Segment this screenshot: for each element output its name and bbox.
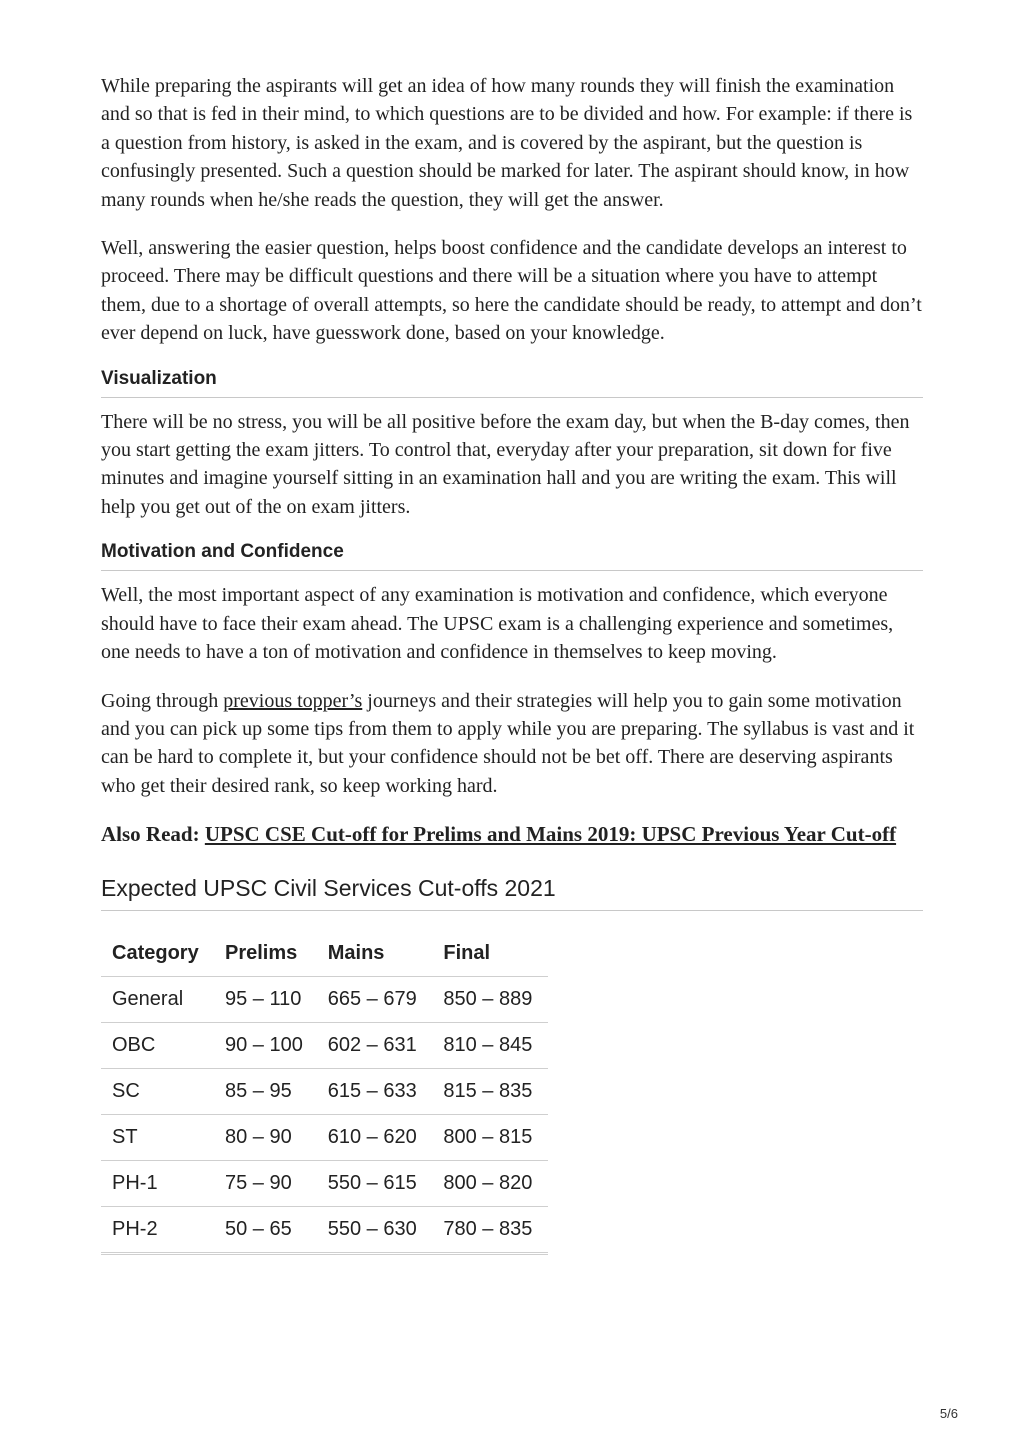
paragraph: Well, answering the easier question, helps boost confidence and the candidate develops an interest to proceed. There may be difficult questions and there will be a situation where you have to attempt them, due to a shortage of overall attempts, so here the candidate should be ready, to attempt and don’t ever depend on luck, have guesswork done, based on your knowledge. [101,237,922,345]
paragraph-text: journeys and their strategies will help you to gain some motivation and you can pick up some tips from them to apply while you are preparing. The syllabus is vast and it can be hard to complete it, but your confidence should not be bet off. There are deserving aspirants who get their desired rank, so keep working hard. [101,689,915,797]
table-header-row [101,931,548,977]
table-cell: 815 – 835 [432,1069,548,1115]
table-cell: 85 – 95 [214,1069,317,1115]
table-row [101,1115,548,1161]
table-cell: General [101,977,214,1023]
paragraph: There will be no stress, you will be all positive before the exam day, but when the B-day comes, then you start getting the exam jitters. To control that, everyday after your preparation, sit down for five minutes and imagine yourself sitting in an examination hall and you are writing the exam. This will help you get out of the on exam jitters. [101,410,910,518]
table-cell: 550 – 615 [317,1161,433,1207]
paragraph: While preparing the aspirants will get an idea of how many rounds they will finish the examination and so that is fed in their mind, to which questions are to be divided and how. For example: if there is a question from history, is asked in the exam, and is covered by the aspirant, but the question is confusingly presented. Such a question should be marked for later. The aspirant should know, in how many rounds when he/she reads the question, they will get the answer. [101,75,913,211]
table-row [101,1023,548,1069]
table-cell: 615 – 633 [317,1069,433,1115]
table-cell: 602 – 631 [317,1023,433,1069]
table-row [101,1069,548,1115]
table-title: Expected UPSC Civil Services Cut-offs 2021 [101,874,923,911]
also-read [101,820,923,848]
previous-toppers-link[interactable]: previous topper’s [223,689,363,712]
table-cell: 90 – 100 [214,1023,317,1069]
column-header: Mains [327,942,385,965]
cutoff-table [101,931,548,1255]
table-cell: OBC [101,1023,214,1069]
table-cell: ST [101,1115,214,1161]
table-cell: 80 – 90 [214,1115,317,1161]
column-header: Prelims [224,942,298,965]
section-motivation [101,541,923,571]
table-row [101,1207,548,1254]
paragraph: Well, the most important aspect of any examination is motivation and confidence, which everyone should have to face their exam ahead. The UPSC exam is a challenging experience and sometimes, one needs to have a ton of motivation and confidence in themselves to keep moving. [101,584,894,664]
table-cell: 550 – 630 [317,1207,433,1254]
page-number: 5/6 [939,1406,958,1421]
column-header: Final [443,942,491,965]
table-cell: SC [101,1069,214,1115]
paragraph-text: Going through [101,689,224,712]
table-cell: PH-1 [101,1161,214,1207]
table-cell: 50 – 65 [214,1207,317,1254]
table-cell: 850 – 889 [432,977,548,1023]
table-cell: PH-2 [101,1207,214,1254]
table-row [101,977,548,1023]
table-cell: 780 – 835 [432,1207,548,1254]
table-cell: 665 – 679 [317,977,433,1023]
section-heading-motivation: Motivation and Confidence [101,541,923,571]
table-cell: 610 – 620 [317,1115,433,1161]
also-read-link[interactable]: UPSC CSE Cut-off for Prelims and Mains 2019: UPSC Previous Year Cut-off [204,822,897,847]
section-visualization [101,368,923,398]
section-heading-visualization: Visualization [101,368,923,398]
table-cell: 800 – 820 [432,1161,548,1207]
article-content [101,72,923,1255]
paragraph-with-link [101,687,923,801]
table-cell: 95 – 110 [214,977,317,1023]
table-row [101,1161,548,1207]
table-cell: 800 – 815 [432,1115,548,1161]
table-cell: 810 – 845 [432,1023,548,1069]
column-header: Category [112,942,199,965]
also-read-label: Also Read: [101,822,205,847]
table-cell: 75 – 90 [214,1161,317,1207]
